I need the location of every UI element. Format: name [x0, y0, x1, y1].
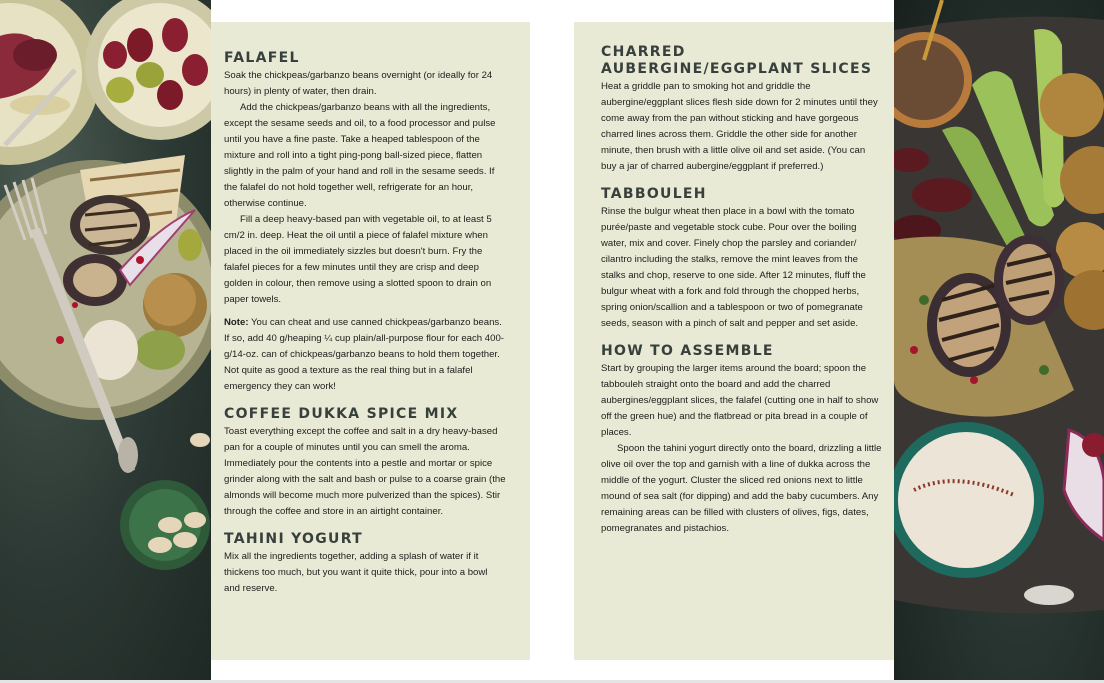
tabbouleh-heading: TABBOULEH — [601, 186, 707, 202]
assemble-paragraph-1: Start by grouping the larger items around the board; spoon the tabbouleh straight onto the board and add the charred aubergines/eggplant slices, the falafel (cutting one in half to show off the green hue) and the flatbread or pita bread in a couple of places. — [601, 363, 879, 438]
aubergine-paragraph-1: Heat a griddle pan to smoking hot and griddle the aubergine/eggplant slices flesh side down for 2 minutes until they come away from the pan without sticking and have gorgeous charred lines across them. Griddle the other side for another minute, then brush with a little olive oil and set aside. (You can buy a jar of charred aubergine/eggplant if preferred.) — [601, 81, 878, 172]
tabbouleh-paragraph-1: Rinse the bulgur wheat then place in a bowl with the tomato purée/paste and vegetable stock cube. Pour over the boiling water, mix and cover. Finely chop the parsley and coriander/ cilantro including the stalks, remove the mint leaves from the stalks and chop, reserve to one side. After 12 minutes, fluff the bulgur wheat with a fork and fold through the chopped herbs, spring onion/scallion and a tablespoon or two of pomegranate seeds, season with a pinch of salt and pepper and set aside. — [601, 206, 866, 329]
falafel-paragraph-2: Add the chickpeas/garbanzo beans with all the ingredients, except the sesame seeds and oil, to a food processor and pulse until you have a fine paste. Take a heaped tablespoon of the mixture and roll into a tight ping-pong ball-sized piece, flatten slightly in the palm of your hand and roll in the sesame seeds. If the falafel do not hold together well, refrigerate for an hour, otherwise continue. — [224, 102, 496, 209]
aubergine-heading: CHARRED AUBERGINE/EGGPLANT SLICES — [601, 44, 873, 77]
right-recipe-column — [601, 44, 883, 548]
note-text: You can cheat and use canned chickpeas/garbanzo beans. If so, add 40 g/heaping ¼ cup plain/all-purpose flour for each 400-g/14-oz. can of chickpeas/garbanzo beans to hold them together. Not quite as good a texture as the real thing but in a falafel emergency they can work! — [224, 317, 505, 392]
tahini-paragraph-1: Mix all the ingredients together, adding a splash of water if it thickens too much, but you want it quite thick, pour into a bowl and reserve. — [224, 551, 488, 594]
falafel-section — [224, 50, 506, 395]
dukka-heading: COFFEE DUKKA SPICE MIX — [224, 406, 459, 422]
assemble-paragraph-2: Spoon the tahini yogurt directly onto the board, drizzling a little olive oil over the top and garnish with a line of dukka across the middle of the yogurt. Cluster the sliced red onions next to little mound of sea salt (for dipping) and add the baby cucumbers. Any remaining areas can be filled with clusters of olives, figs, dates, pomegranates and pistachios. — [601, 443, 882, 534]
mezze-plates-illustration — [0, 0, 211, 683]
food-photo-right — [894, 0, 1104, 683]
food-photo-left — [0, 0, 211, 683]
dukka-paragraph-1: Toast everything except the coffee and salt in a dry heavy-based pan for a couple of minutes until you can smell the aroma. Immediately pour the contents into a pestle and mortar or spice grinder along with the salt and bash or pulse to a coarse grain (the almonds will become much more pulverized than the spices). Stir through the coffee and store in an airtight container. — [224, 426, 506, 517]
tahini-heading: TAHINI YOGURT — [224, 531, 364, 547]
falafel-note — [224, 315, 506, 395]
mezze-board-illustration — [894, 0, 1104, 683]
falafel-paragraph-1: Soak the chickpeas/garbanzo beans overnight (or ideally for 24 hours) in plenty of water, then drain. — [224, 70, 493, 97]
tahini-section — [224, 531, 506, 597]
left-recipe-column — [224, 50, 506, 608]
assemble-section — [601, 343, 883, 537]
tabbouleh-section — [601, 186, 883, 332]
falafel-heading: FALAFEL — [224, 50, 300, 66]
aubergine-section — [601, 44, 883, 175]
dukka-section — [224, 406, 506, 520]
falafel-paragraph-3: Fill a deep heavy-based pan with vegetable oil, to at least 5 cm/2 in. deep. Heat the oil until a piece of falafel mixture when placed in the oil immediately sizzles but doesn't burn. Fry the falafel pieces for a few minutes until they are crisp and deep golden in colour, then remove using a slotted spoon to drain on paper towels. — [224, 214, 492, 305]
note-label: Note: — [224, 317, 249, 328]
assemble-heading: HOW TO ASSEMBLE — [601, 343, 774, 359]
